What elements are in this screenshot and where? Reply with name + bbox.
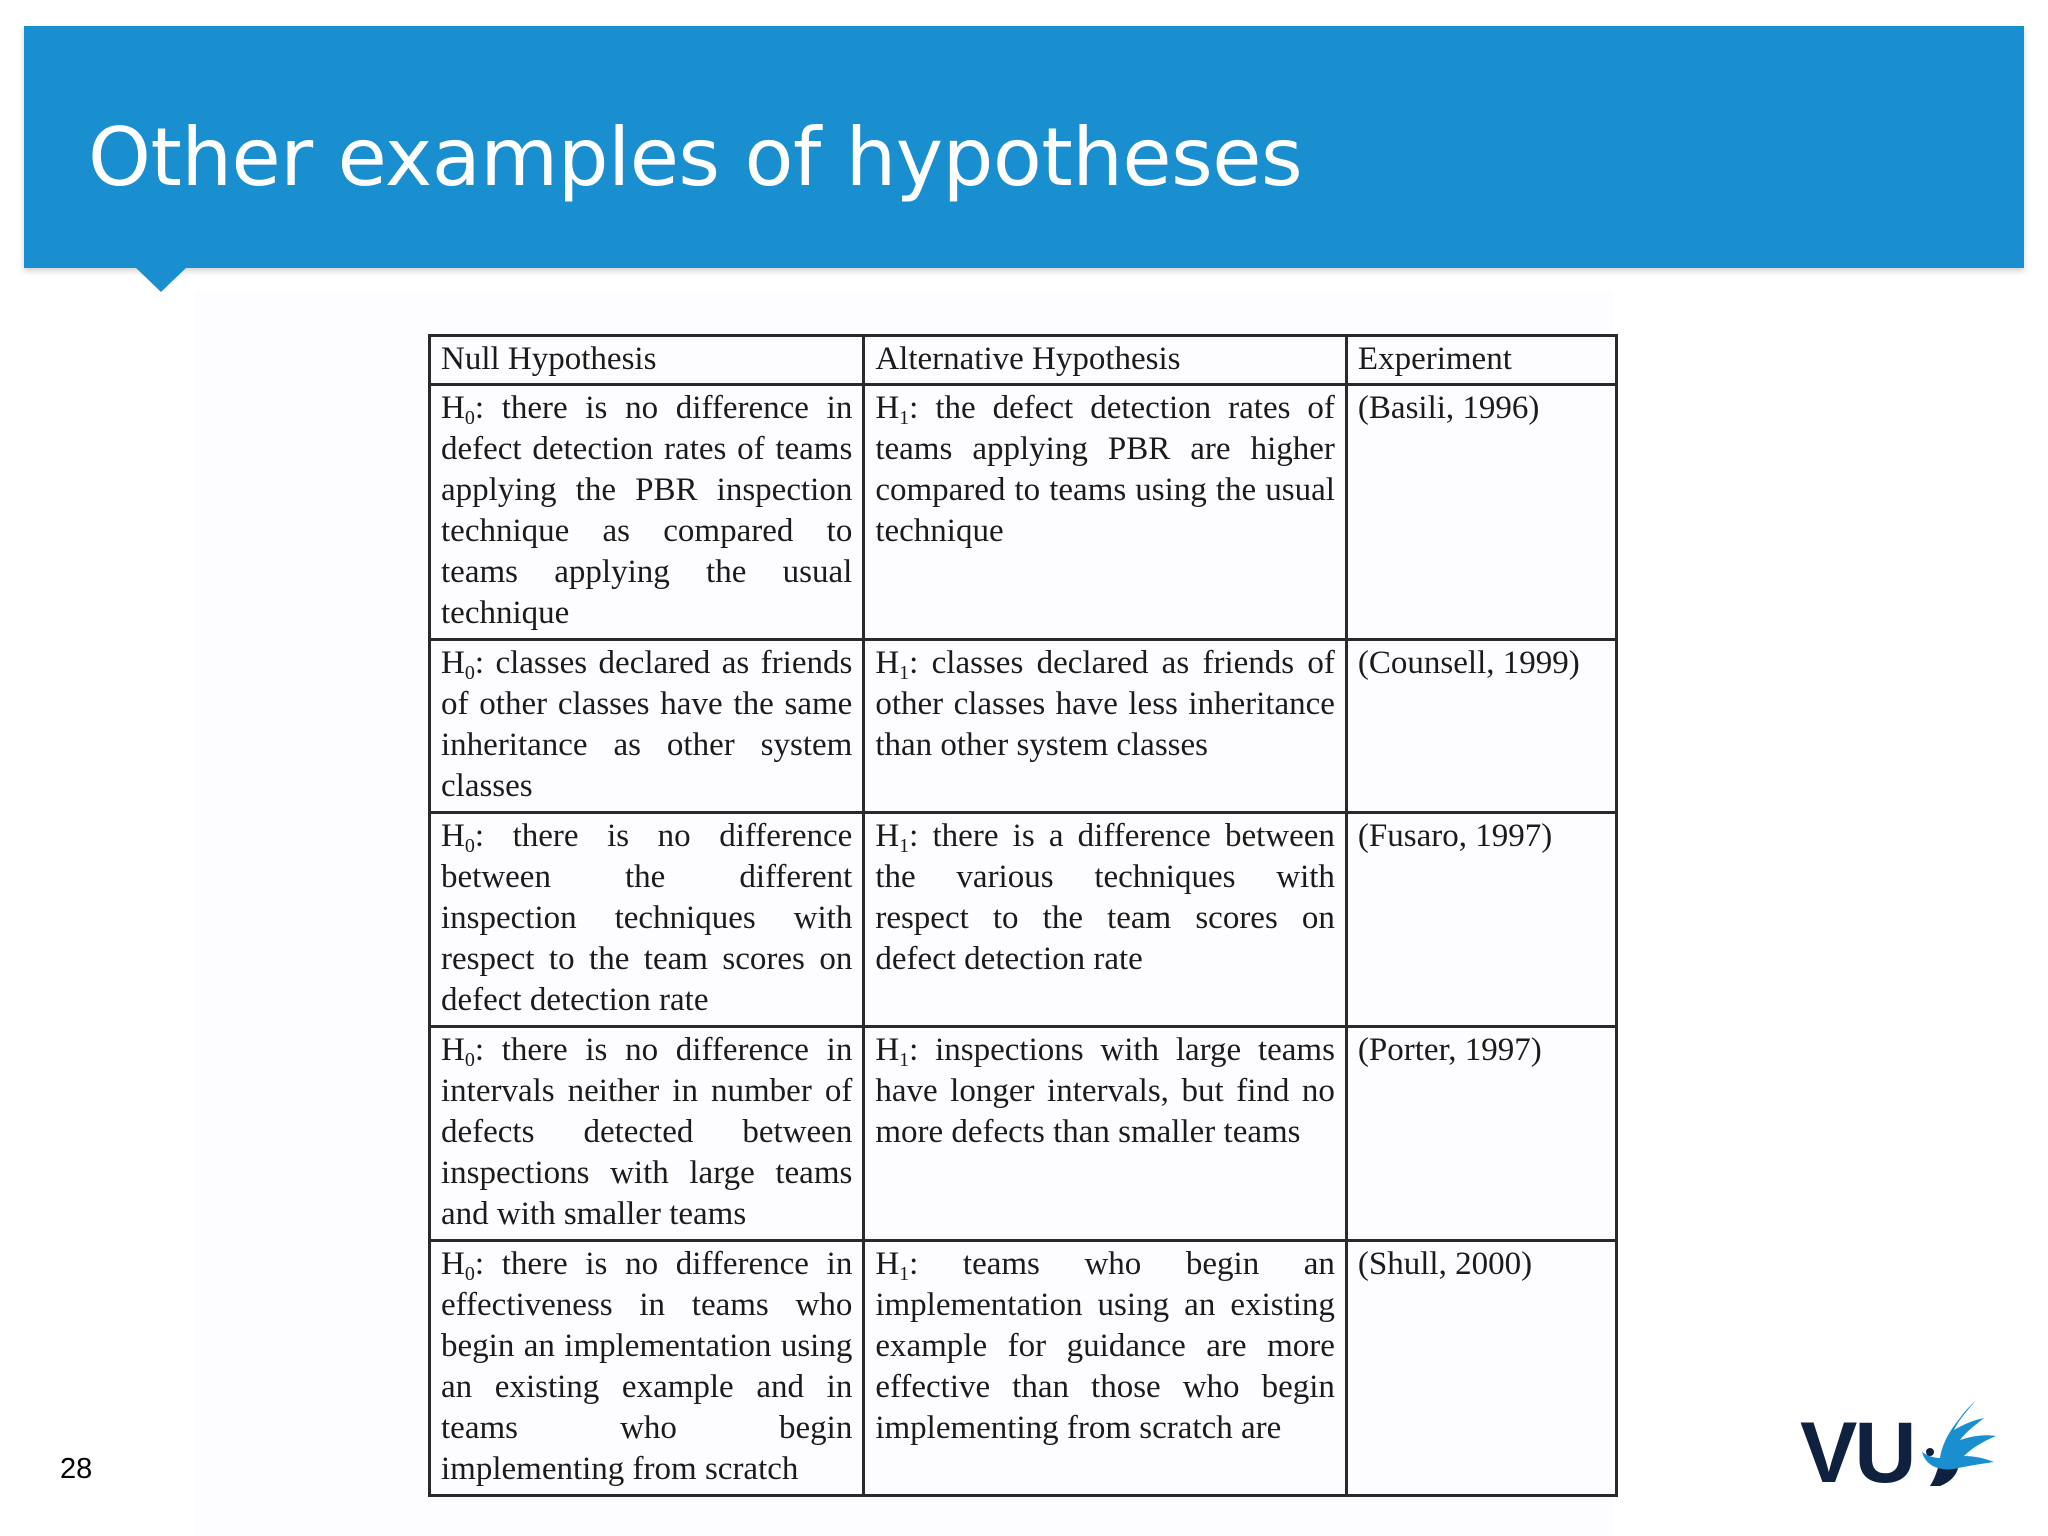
griffin-icon: [1916, 1396, 2006, 1492]
header-null-hypothesis: Null Hypothesis: [430, 336, 864, 385]
null-hypothesis-cell: [430, 1027, 864, 1241]
hypothesis-subscript: 0: [464, 1049, 475, 1071]
hypothesis-text: : teams who begin an implementation using an existing example for guidance are more effective than those who begin implementing from scratch are: [875, 1246, 1335, 1446]
vu-logo-text: VU: [1800, 1405, 1914, 1501]
hypothesis-symbol: H: [441, 390, 465, 426]
hypothesis-text: : there is no difference in intervals neither in number of defects detected between inspections with large teams and with smaller teams: [441, 1032, 853, 1232]
hypothesis-text: : there is no difference in effectiveness in teams who begin an implementation using an existing example and in teams who begin implementing from scratch: [441, 1246, 853, 1487]
hypothesis-subscript: 0: [464, 835, 475, 857]
hypothesis-symbol: H: [441, 645, 465, 681]
alternative-hypothesis-cell: [864, 640, 1347, 813]
hypothesis-symbol: H: [875, 1246, 900, 1282]
alternative-hypothesis-cell: [864, 813, 1347, 1027]
hypothesis-text: : classes declared as friends of other classes have the same inheritance as other system classes: [441, 645, 853, 804]
table-row: [430, 385, 1617, 640]
alternative-hypothesis-cell: [864, 1241, 1347, 1496]
vu-logo: [1800, 1396, 2000, 1506]
hypothesis-text: : the defect detection rates of teams applying PBR are higher compared to teams using the usual technique: [875, 390, 1335, 549]
hypothesis-subscript: 1: [899, 835, 910, 857]
hypotheses-table: [428, 334, 1618, 1497]
table-row: [430, 1027, 1617, 1241]
hypothesis-subscript: 1: [899, 662, 910, 684]
hypothesis-text: : inspections with large teams have longer intervals, but find no more defects than smaller teams: [875, 1032, 1335, 1150]
hypothesis-symbol: H: [441, 818, 465, 854]
experiment-cell: (Shull, 2000): [1346, 1241, 1616, 1496]
hypothesis-subscript: 0: [464, 1263, 475, 1285]
null-hypothesis-cell: [430, 385, 864, 640]
null-hypothesis-cell: [430, 813, 864, 1027]
hypothesis-subscript: 1: [899, 1263, 910, 1285]
hypothesis-symbol: H: [441, 1032, 465, 1068]
hypothesis-subscript: 0: [464, 662, 475, 684]
null-hypothesis-cell: [430, 640, 864, 813]
table-row: [430, 813, 1617, 1027]
hypothesis-symbol: H: [875, 1032, 900, 1068]
table-row: [430, 1241, 1617, 1496]
page-number: 28: [60, 1453, 93, 1485]
hypothesis-text: : classes declared as friends of other classes have less inheritance than other system classes: [875, 645, 1335, 763]
hypothesis-text: : there is no difference in defect detection rates of teams applying the PBR inspection technique as compared to teams applying the usual technique: [441, 390, 853, 631]
null-hypothesis-cell: [430, 1241, 864, 1496]
table-header-row: [430, 336, 1617, 385]
hypothesis-text: : there is no difference between the different inspection techniques with respect to the team scores on defect detection rate: [441, 818, 853, 1018]
experiment-cell: (Basili, 1996): [1346, 385, 1616, 640]
header-alternative-hypothesis: Alternative Hypothesis: [864, 336, 1347, 385]
alternative-hypothesis-cell: [864, 385, 1347, 640]
hypothesis-text: : there is a difference between the various techniques with respect to the team scores on defect detection rate: [875, 818, 1335, 977]
hypothesis-symbol: H: [441, 1246, 465, 1282]
hypothesis-subscript: 1: [899, 407, 910, 429]
slide-title: Other examples of hypotheses: [88, 111, 1303, 204]
hypothesis-symbol: H: [875, 390, 900, 426]
hypothesis-symbol: H: [875, 818, 900, 854]
hypothesis-symbol: H: [875, 645, 900, 681]
title-banner-pointer: [136, 268, 186, 292]
alternative-hypothesis-cell: [864, 1027, 1347, 1241]
experiment-cell: (Counsell, 1999): [1346, 640, 1616, 813]
hypothesis-subscript: 1: [899, 1049, 910, 1071]
table-row: [430, 640, 1617, 813]
hypothesis-subscript: 0: [464, 407, 475, 429]
header-experiment: Experiment: [1346, 336, 1616, 385]
experiment-cell: (Fusaro, 1997): [1346, 813, 1616, 1027]
experiment-cell: (Porter, 1997): [1346, 1027, 1616, 1241]
